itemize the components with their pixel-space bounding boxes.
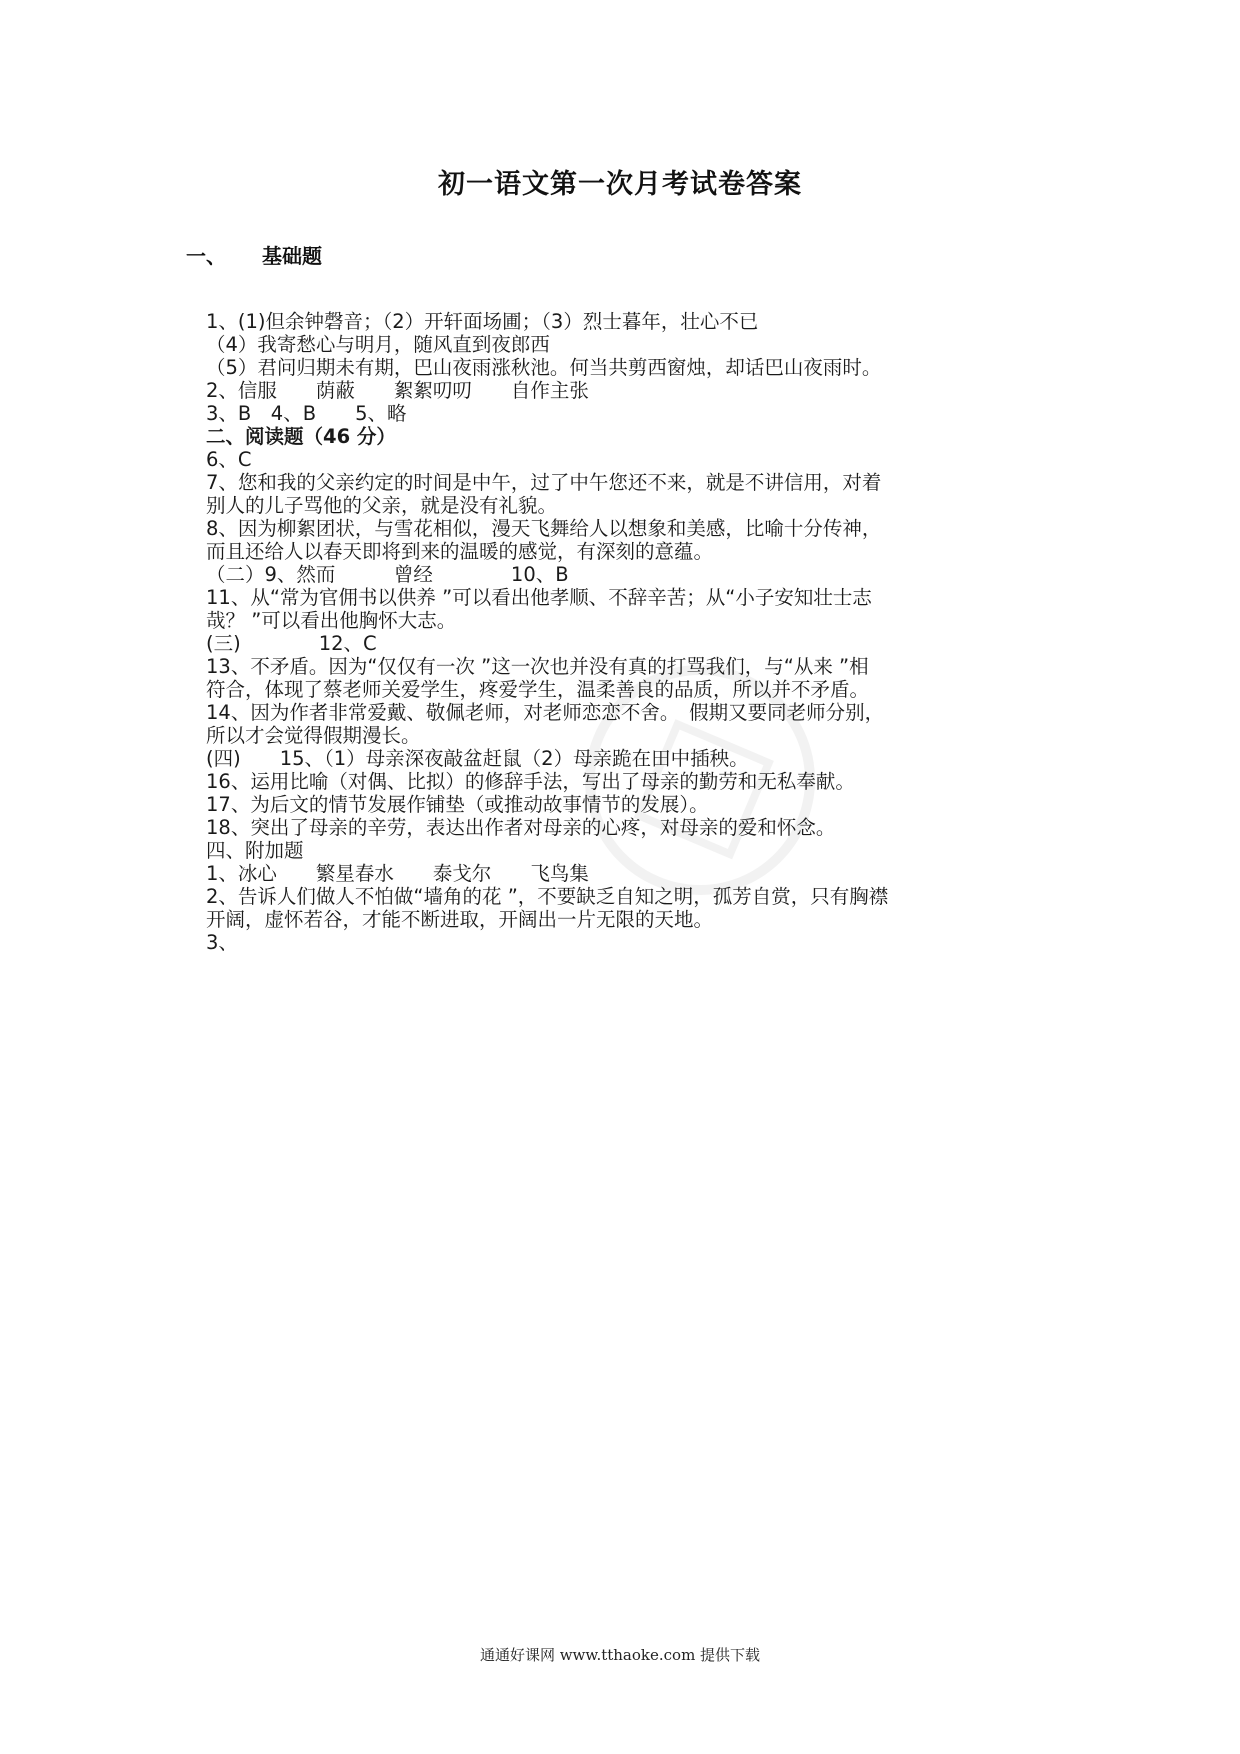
answer-line: （4）我寄愁心与明月，随风直到夜郎西	[206, 333, 550, 356]
section-heading-basics	[186, 240, 322, 269]
answer-line: 3、B 4、B 5、略	[206, 402, 407, 425]
answer-line: 13、不矛盾。因为“仅仅有一次 ”这一次也并没有真的打骂我们，与“从来 ”相	[206, 655, 869, 678]
answer-line: 16、运用比喻（对偶、比拟）的修辞手法，写出了母亲的勤劳和无私奉献。	[206, 770, 855, 793]
answer-line: 7、您和我的父亲约定的时间是中午，过了中午您还不来，就是不讲信用，对着	[206, 471, 882, 494]
answer-line: 所以才会觉得假期漫长。	[206, 724, 421, 747]
answer-line: 6、C	[206, 448, 252, 471]
document-title: 初一语文第一次月考试卷答案	[438, 169, 802, 200]
page-footer: 通通好课网 www.tthaoke.com 提供下载	[479, 1646, 761, 1664]
section-heading-extra: 四、附加题	[206, 839, 304, 862]
answer-line: 14、因为作者非常爱戴、敬佩老师，对老师恋恋不舍。 假期又要同老师分别，	[206, 701, 885, 724]
answer-line: （5）君问归期未有期，巴山夜雨涨秋池。何当共剪西窗烛，却话巴山夜雨时。	[206, 356, 882, 379]
answer-line: 符合，体现了蔡老师关爱学生，疼爱学生，温柔善良的品质，所以并不矛盾。	[206, 678, 870, 701]
answer-line: 11、从“常为官佣书以供养 ”可以看出他孝顺、不辞辛苦；从“小子安知壮士志	[206, 586, 872, 609]
answer-line: 别人的儿子骂他的父亲，就是没有礼貌。	[206, 494, 558, 517]
answer-list	[206, 310, 1026, 954]
answer-line: 1、(1)但余钟磬音；（2）开轩面场圃；（3）烈士暮年，壮心不已	[206, 310, 759, 333]
answer-line: 2、告诉人们做人不怕做“墙角的花 ”，不要缺乏自知之明，孤芳自赏，只有胸襟	[206, 885, 889, 908]
answer-line: 1、冰心 繁星春水 泰戈尔 飞鸟集	[206, 862, 589, 885]
answer-line: 17、为后文的情节发展作铺垫（或推动故事情节的发展）。	[206, 793, 709, 816]
section-heading-reading: 二、阅读题（46 分）	[206, 425, 396, 448]
section-number: 一、	[186, 244, 226, 268]
answer-line: （二）9、然而 曾经 10、B	[206, 563, 569, 586]
answer-line: 开阔，虚怀若谷，才能不断进取，开阔出一片无限的天地。	[206, 908, 714, 931]
answer-line: 8、因为柳絮团状，与雪花相似，漫天飞舞给人以想象和美感，比喻十分传神，	[206, 517, 882, 540]
section-label: 基础题	[262, 244, 322, 268]
answer-line: (三) 12、C	[206, 632, 377, 655]
answer-line: 哉？ ”可以看出他胸怀大志。	[206, 609, 457, 632]
answer-line: 3、	[206, 931, 238, 954]
answer-line: (四) 15、（1）母亲深夜敲盆赶鼠（2）母亲跪在田中插秧。	[206, 747, 749, 770]
answer-line: 而且还给人以春天即将到来的温暖的感觉，有深刻的意蕴。	[206, 540, 714, 563]
answer-line: 2、信服 荫蔽 絮絮叨叨 自作主张	[206, 379, 589, 402]
answer-line: 18、突出了母亲的辛劳，表达出作者对母亲的心疼，对母亲的爱和怀念。	[206, 816, 836, 839]
